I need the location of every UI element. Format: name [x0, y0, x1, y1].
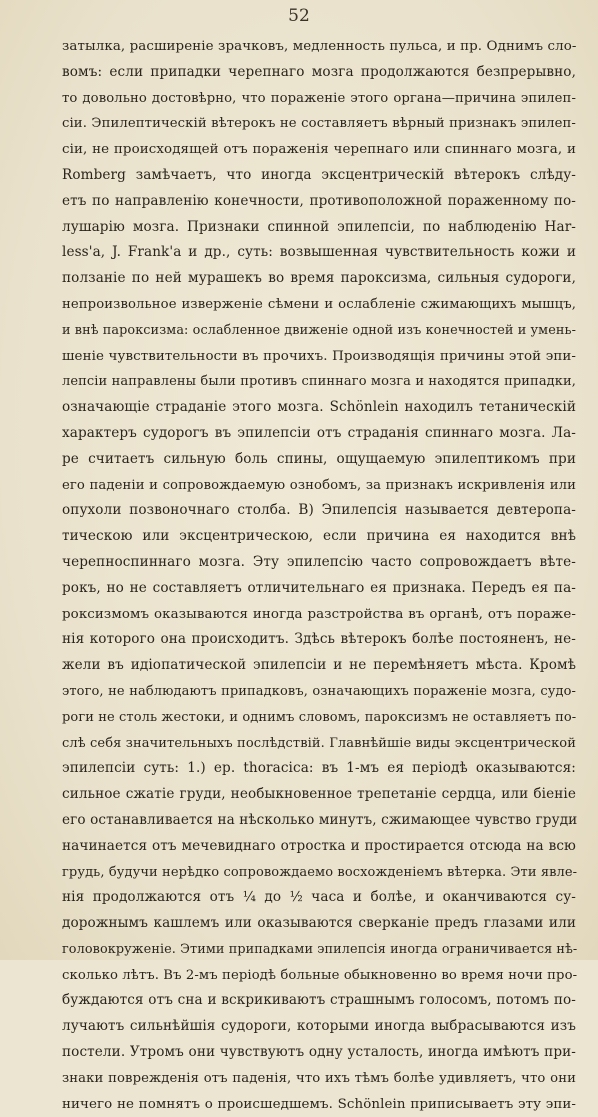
text-line: грудь, будучи нерѣдко сопровождаемо восхожденіемъ вѣтерка. Эти явле-	[62, 864, 578, 880]
text-line: роги не столь жестоки, и однимъ словомъ, пароксизмъ не оставляетъ по-	[62, 709, 577, 725]
text-line: сильное сжатіе груди, необыкновенное трепетаніе сердца, или біеніе	[62, 786, 576, 803]
text-line: ре считаетъ сильную боль спины, ощущаемую эпилептикомъ при	[62, 450, 576, 467]
text-line: эпилепсіи суть: 1.) ep. thoracica: въ 1-мъ ея періодѣ оказываются:	[62, 760, 576, 777]
text-line: знаки поврежденія отъ паденія, что ихъ тѣмъ болѣе удивляетъ, что они	[62, 1070, 576, 1086]
text-line: опухоли позвоночнаго столба. В) Эпилепсія называется девтеропа-	[62, 502, 576, 519]
body-text	[62, 34, 576, 1117]
text-line: его паденіи и сопровождаемую ознобомъ, за признакъ искривленія или	[62, 477, 576, 493]
text-line: сіи. Эпилептическій вѣтерокъ не составляетъ вѣрный признакъ эпилеп-	[62, 116, 576, 132]
text-line: характеръ судорогъ въ эпилепсіи отъ страданія спиннаго мозга. Ла-	[62, 424, 576, 441]
text-line: рокъ, но не составляетъ отличительнаго ея признака. Передъ ея па-	[62, 579, 576, 596]
text-line: этого, не наблюдаютъ припадковъ, означающихъ пораженіе мозга, судо-	[62, 683, 576, 699]
page-number: 52	[288, 6, 310, 26]
text-line: шеніе чувствительности въ прочихъ. Производящія причины этой эпи-	[62, 348, 576, 364]
text-line: начинается отъ мечевиднаго отростка и простирается отсюда на всю	[62, 837, 576, 854]
text-line: непроизвольное изверженіе сѣмени и ослабленіе сжимающихъ мышцъ,	[62, 296, 576, 312]
text-line: постели. Утромъ они чувствуютъ одну усталость, иногда имѣютъ при-	[62, 1044, 576, 1061]
text-line: затылка, расширеніе зрачковъ, медленность пульса, и пр. Однимъ сло-	[62, 39, 577, 54]
text-line: ничего не помнятъ о происшедшемъ. Schönlein приписываетъ эту эпи-	[62, 1096, 576, 1112]
text-line: буждаются отъ сна и вскрикиваютъ страшнымъ голосомъ, потомъ по-	[62, 992, 576, 1009]
text-line: головокруженіе. Этими припадками эпилепсія иногда ограничивается нѣ-	[62, 941, 578, 957]
text-line: вомъ: если припадки черепнаго мозга продолжаются безпрерывно,	[62, 63, 576, 80]
text-line: черепноспиннаго мозга. Эту эпилепсію часто сопровождаетъ вѣте-	[62, 553, 576, 570]
text-line: тическою или эксцентрическою, если причина ея находится внѣ	[62, 528, 576, 545]
text-line: ползаніе по ней мурашекъ во время пароксизма, сильныя судороги,	[62, 270, 576, 287]
text-line: лушарію мозга. Признаки спинной эпилепсіи, по наблюденію Har-	[62, 218, 576, 235]
text-line: жели въ идіопатической эпилепсіи и не перемѣняетъ мѣста. Кромѣ	[62, 657, 576, 674]
text-line: и внѣ пароксизма: ослабленное движеніе одной изъ конечностей и умень-	[62, 322, 576, 338]
text-line: дорожнымъ кашлемъ или оказываются сверканіе предъ глазами или	[62, 915, 576, 932]
text-line: лучаютъ сильнѣйшія судороги, которыми иногда выбрасываются изъ	[62, 1018, 576, 1035]
text-line: роксизмомъ оказываются иногда разстройства въ органѣ, отъ пораже-	[62, 606, 576, 622]
text-line: Romberg замѣчаетъ, что иногда эксцентрическій вѣтерокъ слѣду-	[62, 166, 576, 183]
text-line: лепсіи направлены были противъ спиннаго мозга и находятся припадки,	[62, 374, 576, 390]
text-line: сколько лѣтъ. Въ 2-мъ періодѣ больные обыкновенно во время ночи про-	[62, 967, 578, 983]
text-line: означающіе страданіе этого мозга. Schönlein находилъ тетаническій	[62, 399, 576, 416]
text-line: сіи, не происходящей отъ пораженія черепнаго или спиннаго мозга, и	[62, 142, 576, 158]
text-line: нія продолжаются отъ ¼ до ½ часа и болѣе, и оканчиваются су-	[62, 889, 576, 906]
text-line: етъ по направленію конечности, противоположной пораженному по-	[62, 192, 576, 209]
text-line: нія которого она происходитъ. Здѣсь вѣтерокъ болѣе постояненъ, не-	[62, 631, 576, 648]
text-line: слѣ себя значительныхъ послѣдствій. Главнѣйшіе виды эксцентрической	[62, 735, 576, 751]
text-line: то довольно достовѣрно, что пораженіе этого органа—причина эпилеп-	[62, 90, 576, 106]
text-line: less'a, J. Frank'a и др., суть: возвышенная чувствительность кожи и	[62, 244, 576, 261]
text-line: его останавливается на нѣсколько минутъ, сжимающее чувство груди	[62, 811, 578, 828]
